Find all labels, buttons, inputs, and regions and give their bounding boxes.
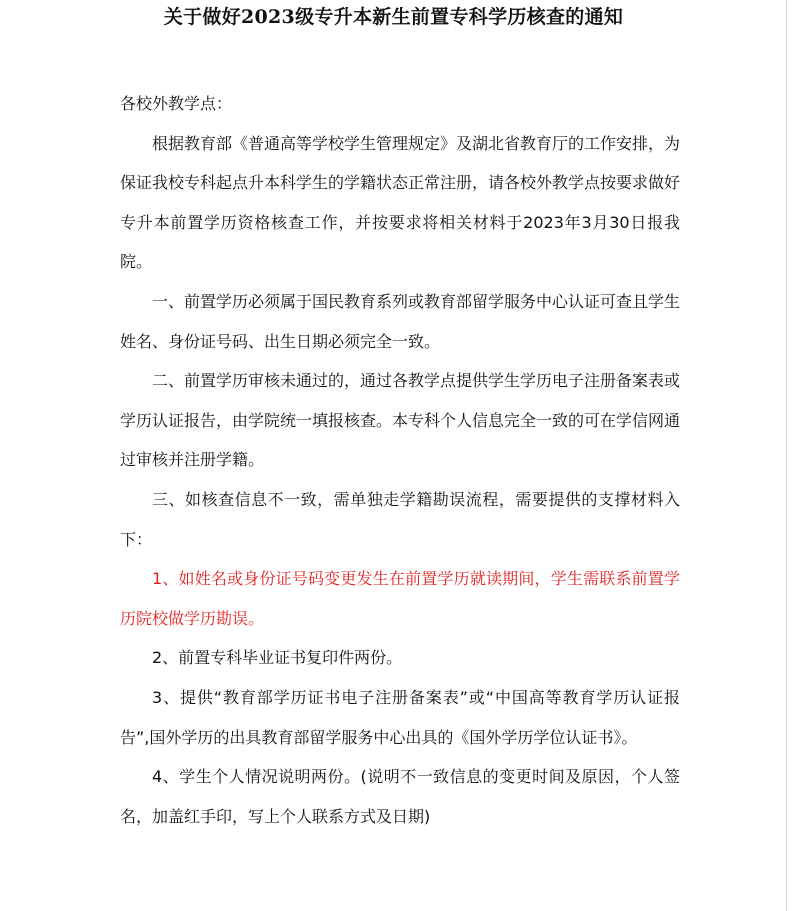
requirement-3-paragraph: 三、如核查信息不一致，需单独走学籍勘误流程，需要提供的支撑材料入下： [120, 489, 680, 549]
intro-paragraph: 根据教育部《普通高等学校学生管理规定》及湖北省教育厅的工作安排，为保证我校专科起点升本科学生的学籍状态正常注册，请各校外教学点按要求做好专升本前置学历资格核查工作，并按要求将相关材料于2023年3月30日报我院。 [120, 133, 681, 272]
material-item-2: 2、前置专科毕业证书复印件两份。 [152, 648, 403, 668]
requirement-2-paragraph: 二、前置学历审核未通过的，通过各教学点提供学生学历电子注册备案表或学历认证报告，由学院统一填报核查。本专科个人信息完全一致的可在学信网通过审核并注册学籍。 [120, 371, 681, 470]
material-item-4: 4、学生个人情况说明两份。(说明不一致信息的变更时间及原因，个人签名，加盖红手印，写上个人联系方式及日期) [120, 767, 680, 826]
document-title: 关于做好2023级专升本新生前置专科学历核查的通知 [163, 6, 624, 28]
requirement-1-paragraph: 一、前置学历必须属于国民教育系列或教育部留学服务中心认证可查且学生姓名、身份证号码、出生日期必须完全一致。 [120, 291, 681, 351]
material-item-1-highlighted: 1、如姓名或身份证号码变更发生在前置学历就读期间，学生需联系前置学历院校做学历勘误。 [120, 569, 680, 628]
document-body [120, 84, 680, 836]
material-item-3: 3、提供“教育部学历证书电子注册备案表”或“中国高等教育学历认证报告”,国外学历的出具教育部留学服务中心出具的《国外学历学位认证书》。 [120, 687, 680, 747]
salutation: 各校外教学点： [120, 94, 233, 113]
